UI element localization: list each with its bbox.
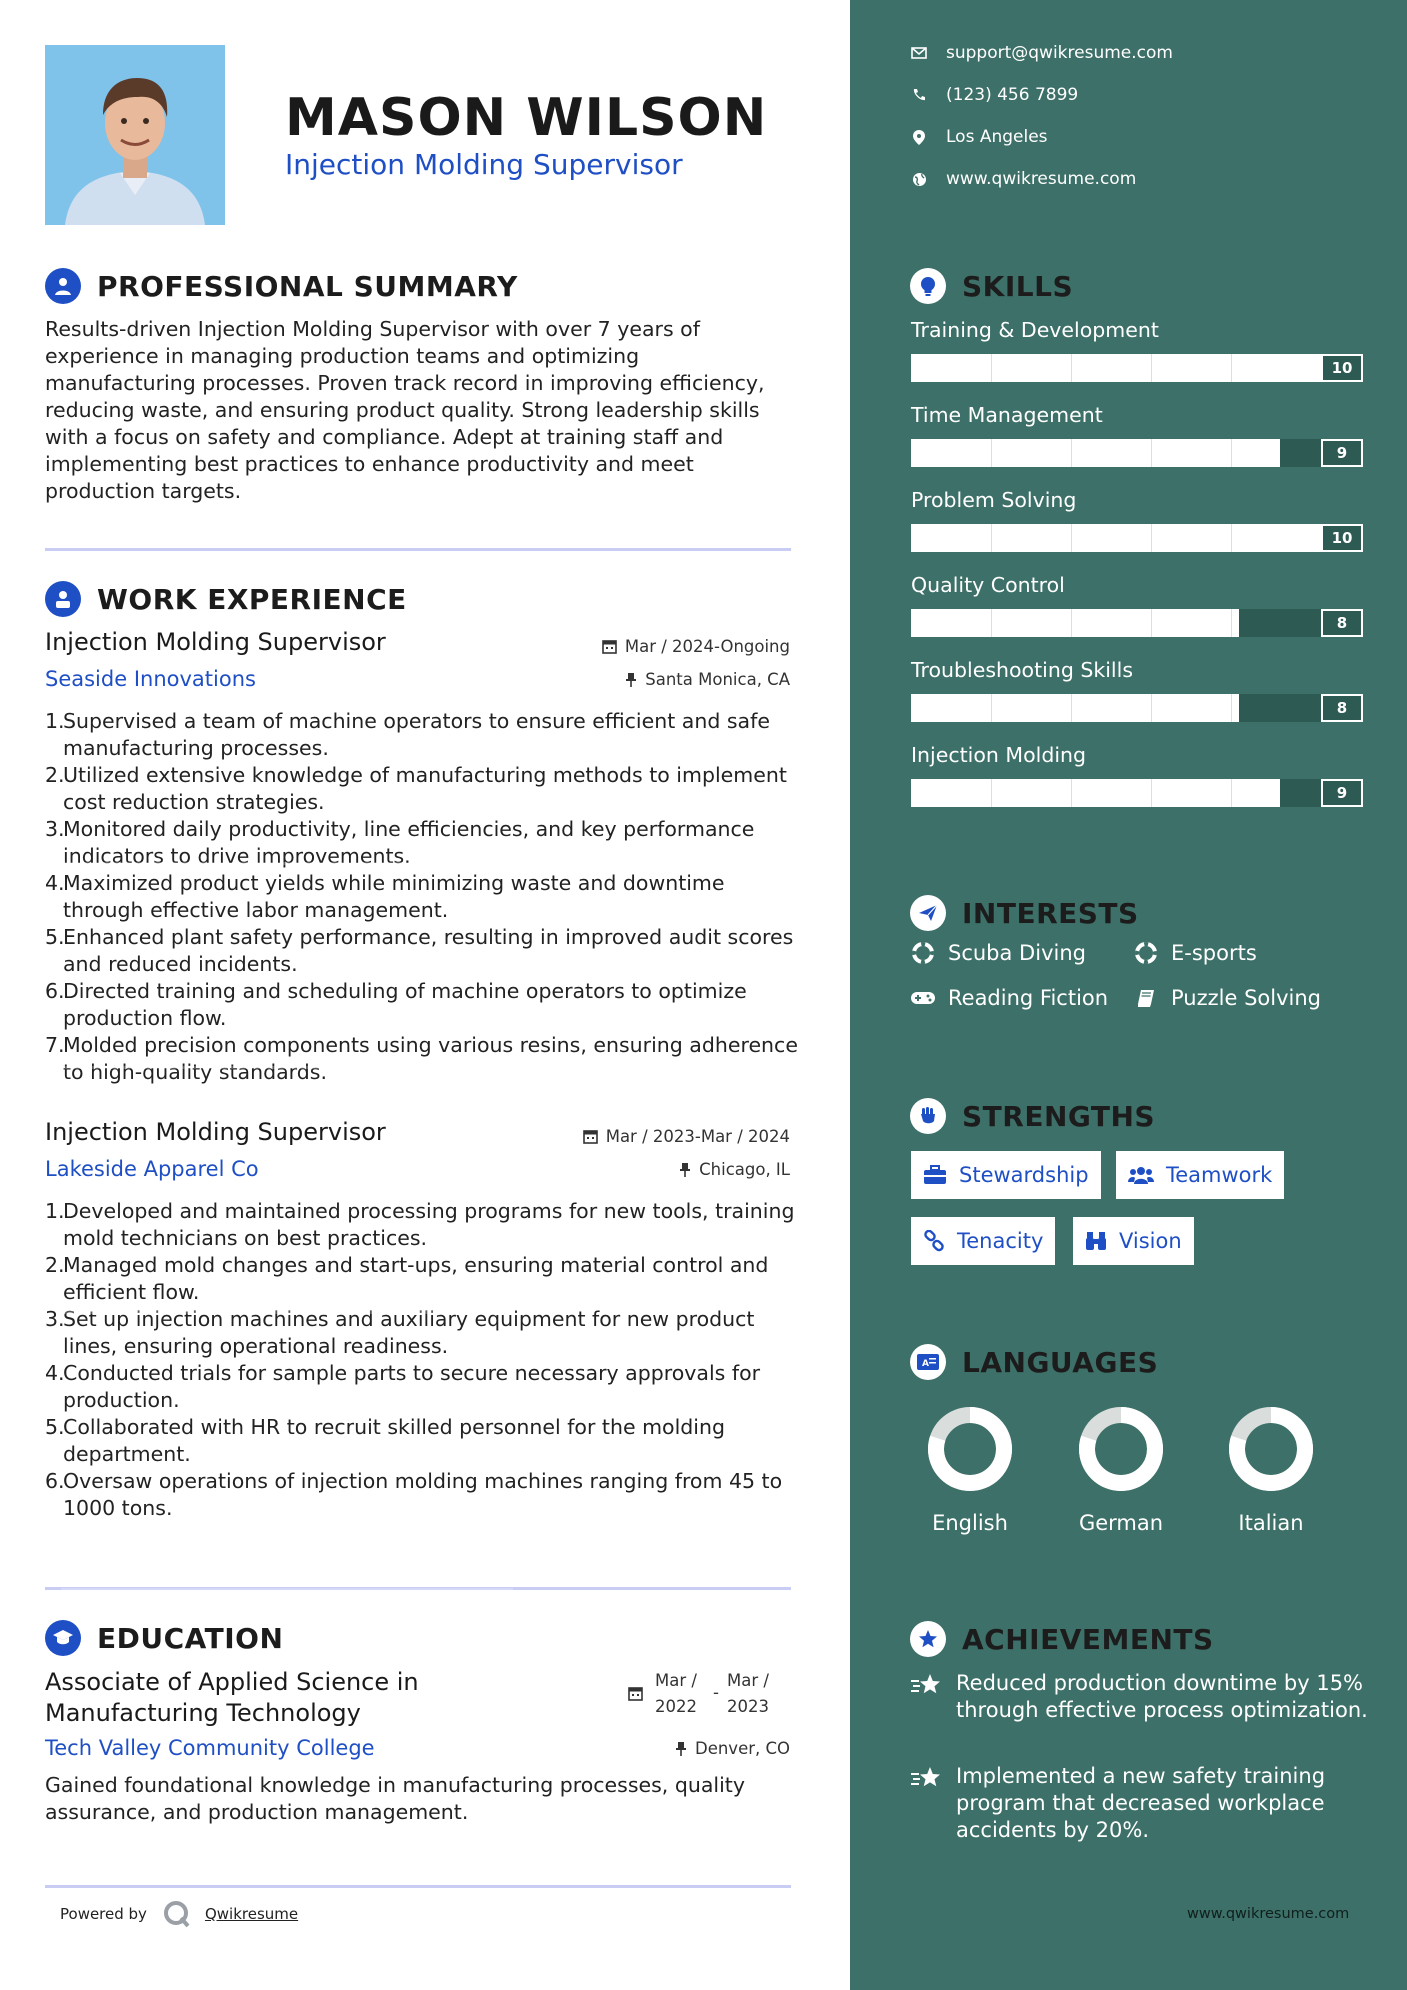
- skill-label: Injection Molding: [911, 743, 1087, 767]
- job-1-bullets: [45, 708, 800, 1086]
- school: Tech Valley Community College: [45, 1736, 375, 1760]
- achievement-text: Reduced production downtime by 15% through effective process optimization.: [956, 1671, 1368, 1722]
- interests-heading: [910, 895, 1139, 931]
- strengths-title: STRENGTHS: [962, 1099, 1156, 1133]
- pin-icon: [675, 1741, 687, 1756]
- degree: [45, 1667, 419, 1729]
- skills-heading: [910, 268, 1073, 304]
- skill-bar-tick: [1151, 524, 1152, 552]
- list-item: 1. Supervised a team of machine operators to ensure efficient and safe manufacturing processes.: [45, 709, 770, 760]
- achievement-2: [910, 1763, 1370, 1844]
- experience-title: WORK EXPERIENCE: [97, 582, 407, 616]
- achievements-title: ACHIEVEMENTS: [962, 1622, 1214, 1656]
- skill-bar-tick: [1071, 694, 1072, 722]
- list-item: 4. Maximized product yields while minimizing waste and downtime through effective labor management.: [45, 871, 725, 922]
- degree-line-1: Associate of Applied Science in: [45, 1668, 419, 1696]
- list-item: 6. Oversaw operations of injection molding machines ranging from 45 to 1000 tons.: [45, 1469, 783, 1520]
- skill-bar-tick: [1231, 694, 1232, 722]
- job-1-title: Injection Molding Supervisor: [45, 628, 386, 656]
- binoculars-icon: [1085, 1230, 1107, 1252]
- job-2-dates: [583, 1127, 790, 1146]
- contact-location-text: Los Angeles: [946, 127, 1048, 147]
- section-divider: [45, 548, 791, 551]
- skill-bar-fill: [911, 779, 1280, 807]
- skill-bar-tick: [1071, 779, 1072, 807]
- life-ring-icon: [1133, 942, 1159, 964]
- contact-email[interactable]: [910, 43, 1173, 63]
- shooting-star-icon: [910, 1670, 944, 1724]
- language-donut: [1211, 1403, 1331, 1495]
- experience-heading: [45, 581, 407, 617]
- achievement-1: [910, 1670, 1370, 1724]
- interest-label: Scuba Diving: [948, 941, 1086, 965]
- skill-bar-fill: [911, 354, 1321, 382]
- language-donut: [910, 1403, 1030, 1495]
- language-name: English: [932, 1511, 1008, 1535]
- fist-icon: [910, 1098, 946, 1134]
- graduation-cap-icon: [45, 1620, 81, 1656]
- globe-icon: [910, 172, 928, 187]
- skill-label: Time Management: [911, 403, 1103, 427]
- calendar-icon: [628, 1686, 643, 1701]
- svg-text:A: A: [922, 1359, 929, 1369]
- skill-level: 10: [1321, 524, 1363, 552]
- sidebar-divider: [61, 1066, 513, 1069]
- brand-link[interactable]: Qwikresume: [204, 1905, 299, 1923]
- list-item: 2. Utilized extensive knowledge of manufacturing methods to implement cost reduction strategies.: [45, 763, 787, 814]
- strength-label: Vision: [1119, 1229, 1182, 1253]
- skill-bar-fill: [911, 694, 1239, 722]
- skill-bar: [911, 439, 1363, 467]
- strength-label: Stewardship: [959, 1163, 1089, 1187]
- skill-bar-tick: [991, 779, 992, 807]
- pin-icon: [679, 1162, 691, 1177]
- list-item: 5. Collaborated with HR to recruit skilled personnel for the molding department.: [45, 1415, 725, 1466]
- strength-chip-teamwork: [1116, 1151, 1284, 1199]
- language-icon: [910, 1344, 946, 1380]
- candidate-title: Injection Molding Supervisor: [285, 148, 683, 181]
- contact-website-text: www.qwikresume.com: [946, 169, 1137, 189]
- skill-label: Training & Development: [911, 318, 1159, 342]
- skill-bar-fill: [911, 524, 1321, 552]
- briefcase-icon: [923, 1165, 947, 1185]
- language-name: Italian: [1238, 1511, 1304, 1535]
- skill-bar-tick: [1071, 524, 1072, 552]
- skill-bar-tick: [1151, 439, 1152, 467]
- sidebar-divider: [61, 1893, 513, 1896]
- skill-bar-tick: [991, 694, 992, 722]
- skills-title: SKILLS: [962, 269, 1074, 303]
- skill-label: Problem Solving: [911, 488, 1077, 512]
- briefcase-user-icon: [45, 581, 81, 617]
- job-2-dates-text: Mar / 2023-Mar / 2024: [605, 1127, 790, 1146]
- skill-bar-fill: [911, 439, 1280, 467]
- job-2-location-text: Chicago, IL: [699, 1160, 790, 1179]
- list-item: 5. Enhanced plant safety performance, resulting in improved audit scores and reduced incidents.: [45, 925, 794, 976]
- skill-level: 10: [1321, 354, 1363, 382]
- interest-puzzle-solving: [1133, 986, 1321, 1010]
- skill-bar-tick: [991, 354, 992, 382]
- book-icon: [1133, 988, 1159, 1008]
- skill-bar-tick: [1231, 524, 1232, 552]
- contact-location: [910, 127, 1048, 147]
- star-badge-icon: [910, 1621, 946, 1657]
- skill-bar-tick: [1231, 609, 1232, 637]
- paper-plane-icon: [910, 895, 946, 931]
- job-2-company: Lakeside Apparel Co: [45, 1157, 259, 1181]
- shooting-star-icon: [910, 1763, 944, 1844]
- job-1-dates: [602, 637, 790, 656]
- gamepad-icon: [910, 990, 936, 1006]
- skill-bar: [911, 609, 1363, 637]
- language-donut: [1061, 1403, 1181, 1495]
- education-location: [675, 1739, 790, 1758]
- education-text: Gained foundational knowledge in manufacturing processes, quality assurance, and production management.: [45, 1773, 745, 1824]
- list-item: 6. Directed training and scheduling of machine operators to optimize production flow.: [45, 979, 747, 1030]
- languages-title: LANGUAGES: [962, 1345, 1159, 1379]
- strength-chip-vision: [1073, 1217, 1194, 1265]
- list-item: 3. Set up injection machines and auxiliary equipment for new product lines, ensuring operational readiness.: [45, 1307, 755, 1358]
- language-name: German: [1078, 1511, 1164, 1535]
- job-1-dates-text: Mar / 2024-Ongoing: [624, 637, 790, 656]
- lightbulb-icon: [910, 268, 946, 304]
- interest-scuba-diving: [910, 941, 1086, 965]
- skill-bar-fill: [911, 609, 1239, 637]
- skill-bar-tick: [1231, 354, 1232, 382]
- list-item: 1. Developed and maintained processing programs for new tools, training mold technicians on best practices.: [45, 1199, 795, 1250]
- skill-bar-tick: [1071, 609, 1072, 637]
- skill-bar-tick: [1151, 354, 1152, 382]
- list-item: 7. Molded precision components using various resins, ensuring adherence to high-quality standards.: [45, 1033, 798, 1084]
- list-item: 4. Conducted trials for sample parts to secure necessary approvals for production.: [45, 1361, 761, 1412]
- skill-level: 9: [1321, 779, 1363, 807]
- strength-chip-tenacity: [911, 1217, 1055, 1265]
- list-item: 2. Managed mold changes and start-ups, ensuring material control and efficient flow.: [45, 1253, 769, 1304]
- education-date-separator: -: [713, 1683, 719, 1702]
- interest-label: Reading Fiction: [948, 986, 1109, 1010]
- skill-bar-tick: [1071, 354, 1072, 382]
- skill-level: 8: [1321, 694, 1363, 722]
- job-2-title: Injection Molding Supervisor: [45, 1118, 386, 1146]
- pin-icon: [625, 672, 637, 687]
- job-1-location: [625, 670, 790, 689]
- contact-phone[interactable]: [910, 85, 1078, 105]
- skill-bar-tick: [1071, 439, 1072, 467]
- skill-bar-tick: [1151, 609, 1152, 637]
- degree-line-2: Manufacturing Technology: [45, 1699, 361, 1727]
- skill-bar-tick: [1231, 779, 1232, 807]
- interest-reading-fiction: [910, 986, 1108, 1010]
- summary-heading: [45, 268, 518, 304]
- summary-title: PROFESSIONAL SUMMARY: [97, 269, 518, 303]
- calendar-icon: [583, 1129, 598, 1144]
- strength-chip-stewardship: [911, 1151, 1101, 1199]
- user-circle-icon: [45, 268, 81, 304]
- footer-website[interactable]: www.qwikresume.com: [1187, 1906, 1350, 1922]
- contact-phone-text: (123) 456 7899: [946, 85, 1079, 105]
- skill-bar: [911, 354, 1363, 382]
- education-title: EDUCATION: [97, 1621, 284, 1655]
- job-1-location-text: Santa Monica, CA: [645, 670, 790, 689]
- profile-photo: [45, 45, 225, 225]
- person-avatar-icon: [45, 45, 225, 225]
- achievements-heading: [910, 1621, 1214, 1657]
- education-heading: [45, 1620, 283, 1656]
- achievement-text: Implemented a new safety training program that decreased workplace accidents by 20%.: [956, 1764, 1326, 1842]
- section-divider: [45, 1885, 791, 1888]
- sidebar-divider: [61, 1311, 513, 1314]
- contact-email-text: support@qwikresume.com: [946, 43, 1173, 63]
- sidebar-divider: [61, 862, 513, 865]
- skill-level: 9: [1321, 439, 1363, 467]
- users-icon: [1128, 1165, 1154, 1185]
- language-item: [910, 1403, 1030, 1535]
- envelope-icon: [910, 47, 928, 59]
- skill-bar: [911, 524, 1363, 552]
- skill-bar-tick: [991, 524, 992, 552]
- strengths-heading: [910, 1098, 1155, 1134]
- skill-bar-tick: [1151, 779, 1152, 807]
- summary-text: Results-driven Injection Molding Supervisor with over 7 years of experience in managing production teams and optimizing manufacturing processes. Proven track record in improving efficiency, reducing waste, and ensuring product quality. Strong leadership skills with a focus on safety and compliance. Adept at training staff and implementing best practices to enhance productivity and meet production targets.: [45, 317, 765, 503]
- education-start-year: 2022: [655, 1697, 697, 1716]
- map-marker-icon: [910, 130, 928, 145]
- list-item: 3. Monitored daily productivity, line efficiencies, and key performance indicators to drive improvements.: [45, 817, 755, 868]
- interest-label: Puzzle Solving: [1171, 986, 1321, 1010]
- job-2-bullets: [45, 1198, 800, 1522]
- language-item: [1061, 1403, 1181, 1535]
- skill-bar-tick: [991, 439, 992, 467]
- education-end-year: 2023: [726, 1697, 769, 1716]
- education-dates: [628, 1668, 769, 1720]
- contact-website[interactable]: [910, 169, 1136, 189]
- education-end-month: Mar /: [726, 1671, 769, 1690]
- language-item: [1211, 1403, 1331, 1535]
- sidebar-divider: [61, 1588, 513, 1591]
- languages-heading: [910, 1344, 1158, 1380]
- calendar-icon: [602, 639, 617, 654]
- skill-level: 8: [1321, 609, 1363, 637]
- candidate-name: MASON WILSON: [285, 88, 768, 148]
- powered-by-label: Powered by: [60, 1905, 147, 1923]
- qwikresume-logo-icon: [161, 1898, 193, 1930]
- strength-label: Teamwork: [1166, 1163, 1273, 1187]
- skill-label: Troubleshooting Skills: [911, 658, 1134, 682]
- phone-icon: [910, 88, 928, 102]
- interests-title: INTERESTS: [962, 896, 1139, 930]
- link-icon: [923, 1230, 945, 1252]
- strength-label: Tenacity: [957, 1229, 1044, 1253]
- skill-label: Quality Control: [911, 573, 1065, 597]
- footer-powered-by: [60, 1898, 298, 1930]
- job-1-company: Seaside Innovations: [45, 667, 256, 691]
- skill-bar-tick: [1231, 439, 1232, 467]
- skill-bar: [911, 779, 1363, 807]
- education-location-text: Denver, CO: [694, 1739, 790, 1758]
- job-2-location: [679, 1160, 790, 1179]
- skill-bar: [911, 694, 1363, 722]
- interest-label: E-sports: [1171, 941, 1257, 965]
- life-ring-icon: [910, 942, 936, 964]
- interest-e-sports: [1133, 941, 1257, 965]
- skill-bar-tick: [1151, 694, 1152, 722]
- education-start-month: Mar /: [655, 1671, 697, 1690]
- skill-bar-tick: [991, 609, 992, 637]
